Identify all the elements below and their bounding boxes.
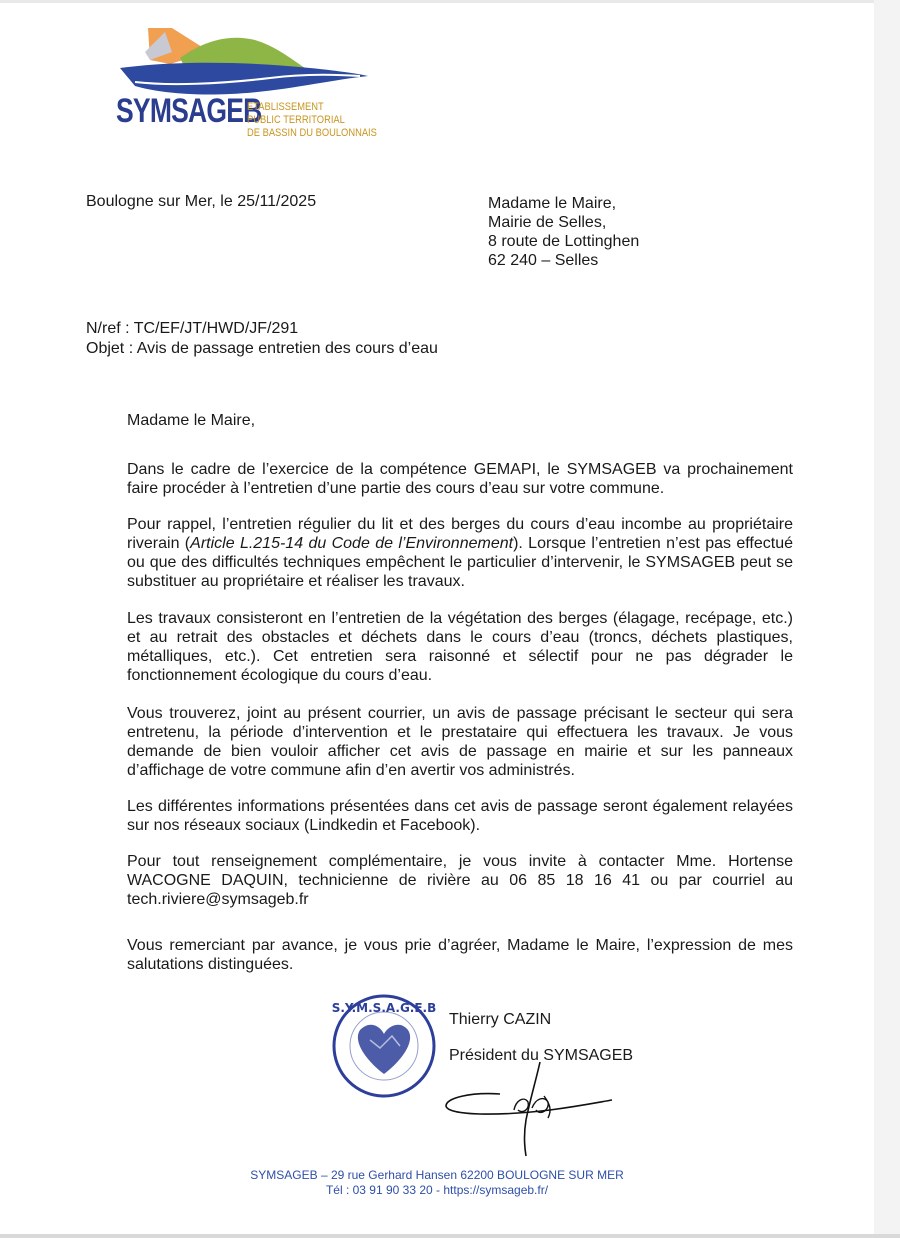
body-paragraph: Les différentes informations présentées dans cet avis de passage seront également relayées sur nos réseaux sociaux (Lindkedin et Facebook).	[127, 798, 793, 834]
scan-edge-right	[874, 0, 900, 1238]
body-paragraph: Vous trouverez, joint au présent courrier, un avis de passage précisant le secteur qui sera entretenu, la période d’intervention et le prestataire qui effectuera les travaux. Je vous demande de bien vouloir afficher cet avis de passage en mairie et sur les panneaux d’affichage de votre commune afin d’en avertir vos administrés.	[127, 705, 793, 779]
body-paragraph	[127, 515, 793, 591]
scan-edge-top	[0, 0, 900, 3]
recipient-line: 62 240 – Selles	[488, 252, 599, 269]
stamp-text: S.Y.M.S.A.G.E.B	[331, 1001, 437, 1015]
logo-tagline-line: PUBLIC TERRITORIAL	[247, 114, 345, 126]
logo-tagline-line: ETABLISSEMENT	[247, 101, 324, 113]
body-paragraph: Dans le cadre de l’exercice de la compétence GEMAPI, le SYMSAGEB va prochainement faire procéder à l’entretien d’une partie des cours d’eau sur votre commune.	[127, 461, 793, 497]
body-paragraph: Les travaux consisteront en l’entretien de la végétation des berges (élagage, recépage, etc.) et au retrait des obstacles et déchets dans le cours d’eau (troncs, déchets plastiques, métalliques, etc.). Cet entretien sera raisonné et sélectif pour ne pas dégrader le fonctionnement écologique du cours d’eau.	[127, 610, 793, 684]
recipient-line: 8 route de Lottinghen	[488, 233, 640, 250]
place-date: Boulogne sur Mer, le 25/11/2025	[86, 193, 317, 210]
logo-wordmark: SYMSAGEB	[116, 92, 262, 130]
salutation: Madame le Maire,	[127, 412, 256, 429]
reference: N/ref : TC/EF/JT/HWD/JF/291	[86, 320, 299, 337]
signatory-title: Président du SYMSAGEB	[449, 1047, 634, 1064]
paragraph-text: ). Lorsque l’entretien n’est pas effectué ou que des difficultés techniques empêchent le particulier d’intervenir, le SYMSAGEB peut se substituer au propriétaire et réaliser les travaux.	[127, 535, 793, 590]
footer-address: SYMSAGEB – 29 rue Gerhard Hansen 62200 BOULOGNE SUR MER	[250, 1168, 624, 1182]
scan-edge-bottom	[0, 1234, 900, 1238]
body-paragraph: Pour tout renseignement complémentaire, je vous invite à contacter Mme. Hortense WACOGNE DAQUIN, technicienne de rivière au 06 85 18 16 41 ou par courriel au tech.riviere@symsageb.fr	[127, 853, 793, 908]
logo-tagline-line: DE BASSIN DU BOULONNAIS	[247, 127, 377, 139]
signatory-name: Thierry CAZIN	[449, 1011, 552, 1028]
footer-contact: Tél : 03 91 90 33 20 - https://symsageb.fr/	[325, 1183, 549, 1197]
recipient-line: Madame le Maire,	[488, 195, 617, 212]
paragraph-text: Pour rappel, l’entretien régulier du lit et des berges du cours d’eau incombe au propriétaire riverain (	[127, 516, 793, 552]
law-reference: Article L.215-14 du Code de l’Environnement	[190, 535, 514, 552]
recipient-line: Mairie de Selles,	[488, 214, 607, 231]
official-stamp	[330, 992, 438, 1100]
subject: Objet : Avis de passage entretien des cours d’eau	[86, 340, 438, 357]
handwritten-signature	[440, 1060, 620, 1160]
body-paragraph: Vous remerciant par avance, je vous prie d’agréer, Madame le Maire, l’expression de mes salutations distinguées.	[127, 937, 793, 973]
logo-tagline	[247, 101, 377, 140]
